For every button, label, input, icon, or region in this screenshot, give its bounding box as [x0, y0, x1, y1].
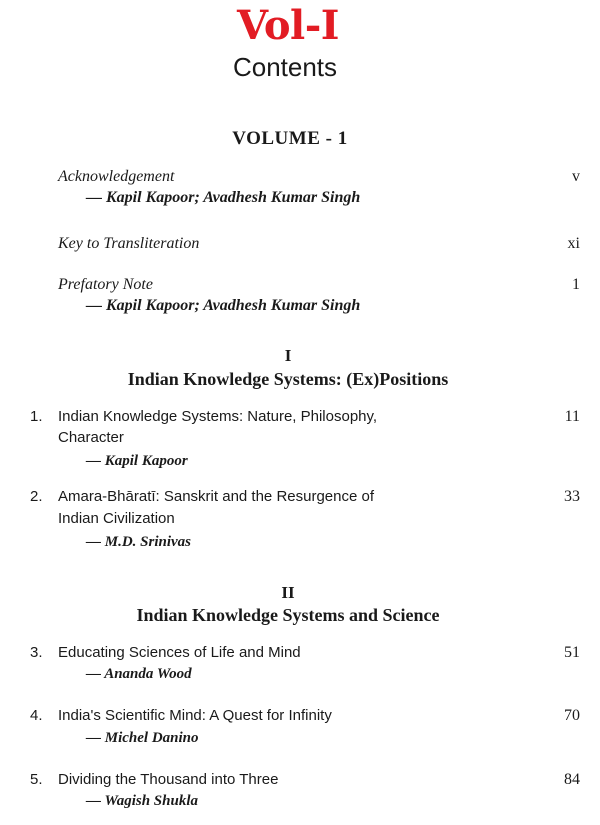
chapter-page-number: 51: [564, 644, 580, 661]
chapter-title-line: Educating Sciences of Life and Mind: [58, 644, 301, 661]
chapter-title-line: India's Scientific Mind: A Quest for Infinity: [58, 707, 332, 724]
entry-title: Acknowledgement: [58, 168, 175, 185]
chapter-title-line: Dividing the Thousand into Three: [58, 771, 279, 788]
volume-title: Vol-I: [236, 2, 340, 49]
chapter-title-line: Indian Civilization: [58, 510, 175, 527]
chapter-author: — Kapil Kapoor: [86, 453, 188, 469]
chapter-page-number: 84: [564, 771, 580, 788]
section-title: Indian Knowledge Systems and Science: [136, 605, 440, 625]
entry-title: Key to Transliteration: [58, 235, 200, 252]
chapter-page-number: 11: [564, 408, 580, 425]
chapter-author: — Wagish Shukla: [86, 793, 198, 809]
chapter-number: 1.: [30, 408, 43, 425]
entry-page-number: 1: [572, 276, 580, 293]
chapter-title-line: Amara-Bhāratī: Sanskrit and the Resurgence of: [58, 488, 374, 505]
volume-heading: VOLUME - 1: [232, 128, 348, 149]
chapter-page-number: 33: [564, 488, 580, 505]
chapter-author: — Michel Danino: [86, 730, 199, 746]
chapter-title-line: Character: [58, 429, 124, 446]
chapter-author: — M.D. Srinivas: [86, 534, 192, 550]
chapter-page-number: 70: [564, 707, 580, 724]
entry-author: — Kapil Kapoor; Avadhesh Kumar Singh: [86, 297, 361, 314]
entry-page-number: v: [572, 168, 580, 185]
chapter-title-line: Indian Knowledge Systems: Nature, Philosophy,: [58, 408, 378, 425]
section-number: I: [284, 346, 292, 365]
entry-title: Prefatory Note: [58, 276, 153, 293]
entry-page-number: xi: [567, 235, 580, 252]
section-number: II: [281, 583, 295, 602]
chapter-number: 3.: [30, 644, 43, 661]
chapter-number: 5.: [30, 771, 43, 788]
section-title: Indian Knowledge Systems: (Ex)Positions: [127, 369, 449, 389]
chapter-number: 4.: [30, 707, 43, 724]
contents-heading: Contents: [232, 52, 338, 82]
entry-author: — Kapil Kapoor; Avadhesh Kumar Singh: [86, 189, 361, 206]
chapter-author: — Ananda Wood: [86, 666, 192, 682]
chapter-number: 2.: [30, 488, 43, 505]
